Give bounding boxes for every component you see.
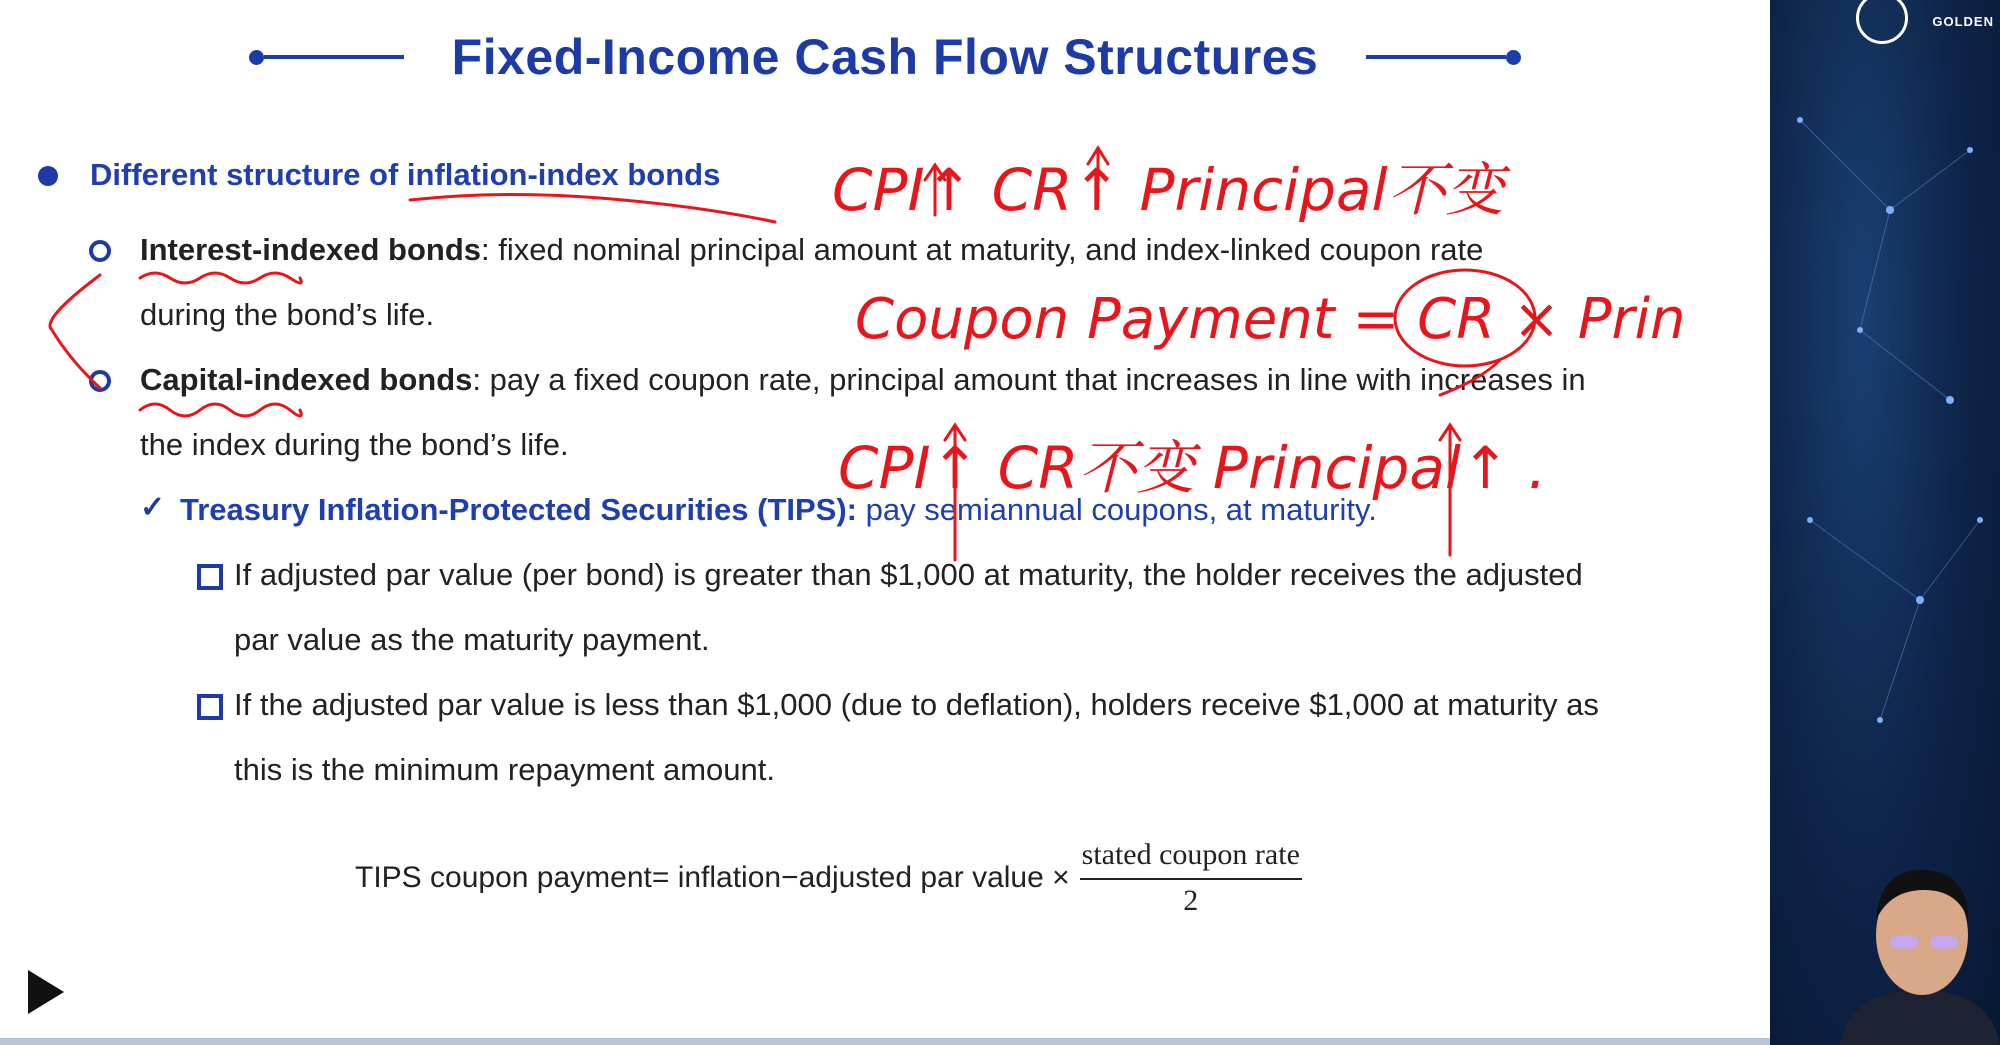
tips-line bbox=[180, 492, 1377, 528]
square-bullet-icon bbox=[197, 564, 223, 590]
title-decoration-left bbox=[249, 50, 404, 65]
formula-numerator: stated coupon rate bbox=[1080, 838, 1302, 880]
circle-stroke bbox=[1395, 270, 1535, 366]
underline-stroke bbox=[410, 194, 775, 222]
interest-indexed-desc: : fixed nominal principal amount at maturity, and index-linked coupon rate bbox=[481, 232, 1484, 267]
capital-indexed-desc: : pay a fixed coupon rate, principal amount that increases in line with increases in bbox=[472, 362, 1586, 397]
play-icon[interactable] bbox=[28, 970, 64, 1014]
interest-indexed-line bbox=[140, 232, 1483, 268]
annotation-line3: CPI↑ CR不变 Principal↑ . bbox=[838, 434, 1547, 502]
interest-indexed-line2: during the bond’s life. bbox=[140, 297, 435, 332]
annotation-line2: Coupon Payment = CR × Prin bbox=[855, 287, 1686, 352]
bracket-stroke bbox=[50, 275, 100, 388]
up-arrow-icon bbox=[1088, 148, 1108, 200]
up-arrow-icon bbox=[1440, 425, 1460, 555]
up-arrow-icon bbox=[925, 165, 945, 215]
formula-denominator: 2 bbox=[1183, 884, 1199, 917]
wavy-underline bbox=[140, 404, 301, 416]
capital-indexed-line2: the index during the bond’s life. bbox=[140, 427, 569, 462]
bullet-dot bbox=[38, 166, 58, 186]
title-decoration-right bbox=[1366, 50, 1521, 65]
wavy-underline bbox=[140, 273, 301, 283]
presenter-panel bbox=[1770, 0, 2000, 1045]
item1-line2: par value as the maturity payment. bbox=[234, 622, 710, 657]
check-icon: ✓ bbox=[140, 491, 166, 524]
tips-desc: pay semiannual coupons, at maturity. bbox=[857, 492, 1377, 527]
title-bar bbox=[0, 28, 1770, 86]
slide-title: Fixed-Income Cash Flow Structures bbox=[451, 29, 1319, 85]
tips-label: Treasury Inflation-Protected Securities (TIPS): bbox=[180, 492, 857, 527]
presenter-avatar bbox=[1840, 850, 2000, 1045]
item2-line2: this is the minimum repayment amount. bbox=[234, 752, 775, 787]
capital-indexed-line bbox=[140, 362, 1586, 398]
tips-formula bbox=[355, 838, 1302, 918]
sub-bullet-ring bbox=[89, 370, 111, 392]
bullet-heading: Different structure of inflation-index bonds bbox=[90, 157, 721, 192]
square-bullet-icon bbox=[197, 694, 223, 720]
capital-indexed-term: Capital-indexed bonds bbox=[140, 362, 473, 397]
interest-indexed-term: Interest-indexed bonds bbox=[140, 232, 482, 267]
brand-logo-text: GOLDEN bbox=[1932, 14, 1994, 29]
formula-lhs: TIPS coupon payment= inflation−adjusted par value × bbox=[355, 861, 1070, 894]
progress-bar[interactable] bbox=[0, 1038, 1770, 1045]
annotation-line1: CPI↑ CR↑ Principal不变 bbox=[832, 156, 1504, 224]
sub-bullet-ring bbox=[89, 240, 111, 262]
item1-line1: If adjusted par value (per bond) is greater than $1,000 at maturity, the holder receives the adjusted bbox=[234, 557, 1583, 592]
item2-line1: If the adjusted par value is less than $1,000 (due to deflation), holders receive $1,000 at maturity as bbox=[234, 687, 1599, 722]
formula-fraction bbox=[1080, 838, 1302, 918]
